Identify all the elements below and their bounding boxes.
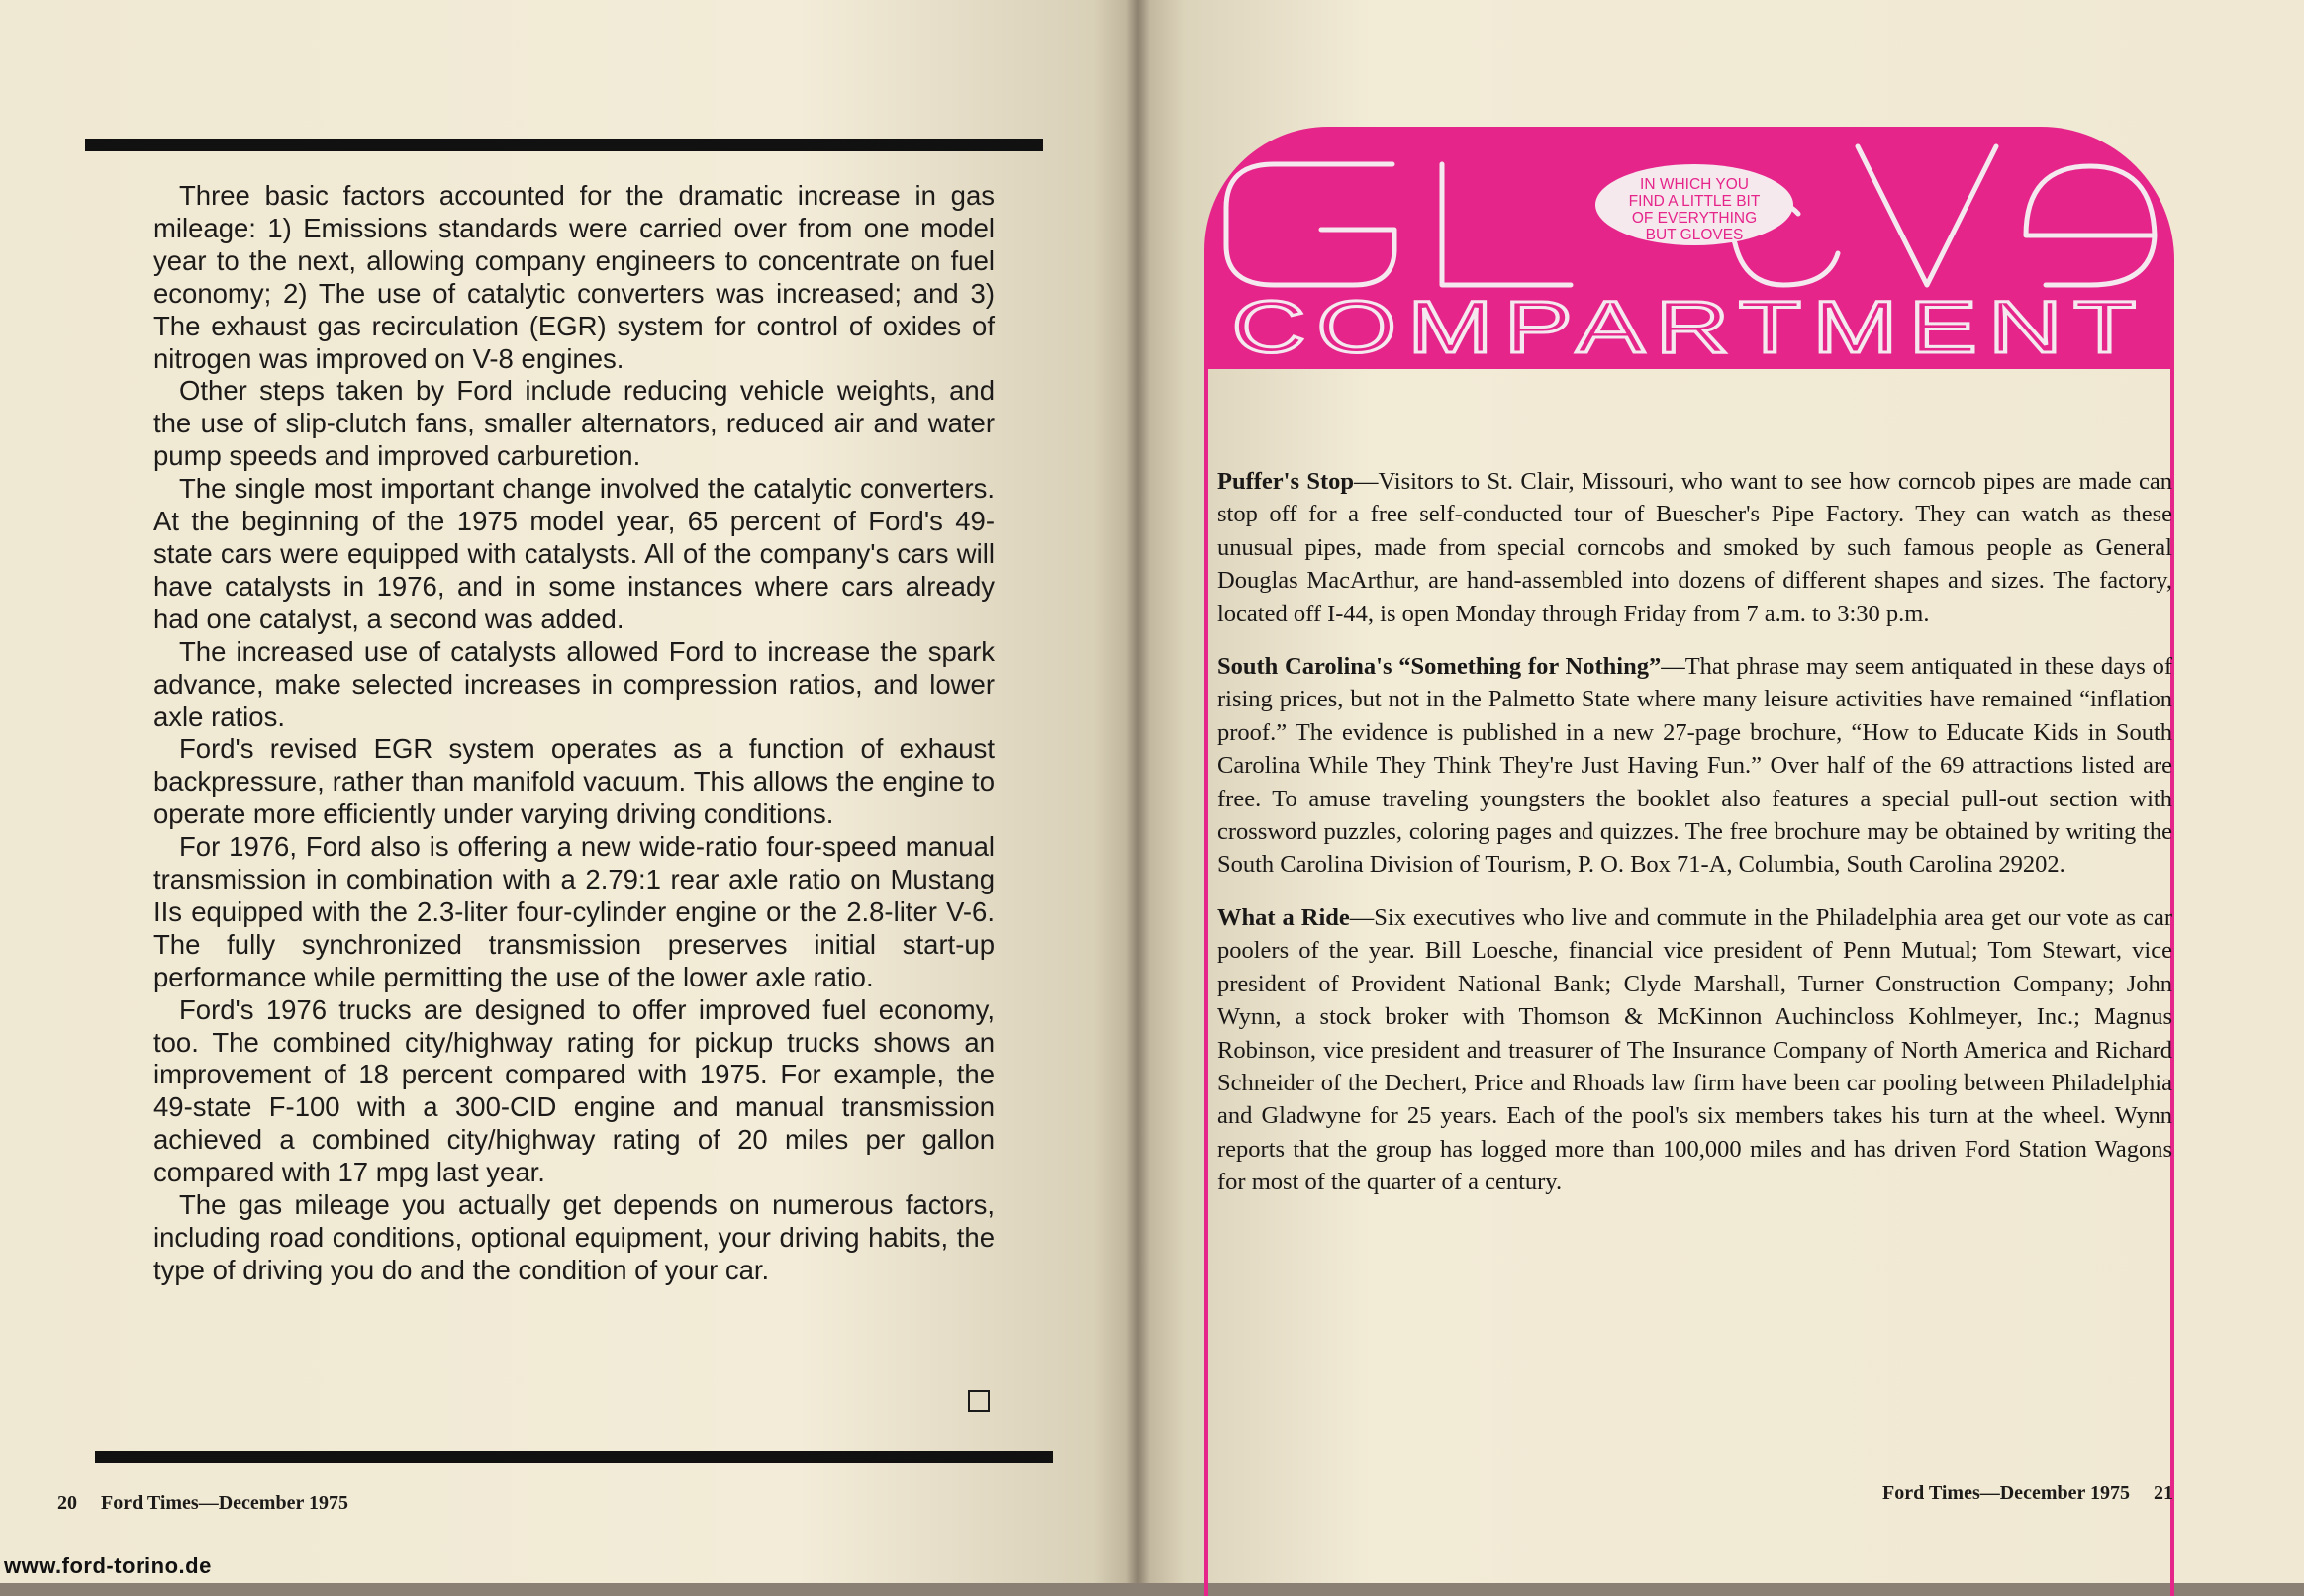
end-mark-icon bbox=[968, 1390, 990, 1412]
bubble-line: OF EVERYTHING bbox=[1631, 210, 1758, 227]
banner-subtitle: COMPARTMENT bbox=[1231, 286, 2148, 368]
article-paragraph: Three basic factors accounted for the dramatic increase in gas mileage: 1) Emissions standards were carried over from one model year to the next, allowing company engineers to concentrate on fuel economy; 2) The use of catalytic converters was increased; and 3) The exhaust gas recirculation (EGR) system for control of oxides of nitrogen was improved on V-8 engines. bbox=[153, 180, 995, 374]
bubble-text bbox=[1595, 176, 1793, 243]
bubble-line: IN WHICH YOU bbox=[1640, 176, 1749, 193]
column-items bbox=[1217, 465, 2172, 1219]
article-paragraph: The single most important change involved the catalytic converters. At the beginning of the 1975 model year, 65 percent of Ford's 49-state cars were equipped with catalysts. All of the company's cars will have catalysts in 1976, and in some instances where cars already had one catalyst, a second was added. bbox=[153, 473, 995, 634]
article-paragraph: Other steps taken by Ford include reducing vehicle weights, and the use of slip-clutch fans, smaller alternators, reduced air and water pump speeds and improved carburetion. bbox=[153, 375, 995, 472]
column-item bbox=[1217, 650, 2172, 882]
bottom-rule bbox=[95, 1451, 1053, 1463]
article-paragraph: Ford's 1976 trucks are designed to offer improved fuel economy, too. The combined city/highway rating for pickup trucks shows an improvement of 18 percent compared with 1975. For example, the 49-state F-100 with a 300-CID engine and manual transmission achieved a combined city/highway rating of 20 miles per gallon compared with 17 mpg last year. bbox=[153, 993, 995, 1188]
article-paragraph: For 1976, Ford also is offering a new wide-ratio four-speed manual transmission in combination with a 2.79:1 rear axle ratio on Mustang IIs equipped with the 2.3-liter four-cylinder engine or the 2.8-liter V-6. The fully synchronized transmission preserves initial start-up performance while permitting the use of the lower axle ratio. bbox=[153, 831, 995, 992]
column-item bbox=[1217, 901, 2172, 1199]
watermark: www.ford-torino.de bbox=[4, 1553, 212, 1578]
item-heading: What a Ride bbox=[1217, 903, 1350, 931]
article-paragraph: The increased use of catalysts allowed Ford to increase the spark advance, make selected increases in compression ratios, and lower axle ratios. bbox=[153, 635, 995, 732]
item-heading: South Carolina's “Something for Nothing” bbox=[1217, 653, 1662, 681]
folio-title: Ford Times—December 1975 bbox=[1882, 1482, 2130, 1504]
article-body bbox=[153, 180, 995, 1287]
item-body: —That phrase may seem antiquated in these days of rising prices, but not in the Palmetto State where many leisure activities have remained “inflation proof.” The evidence is published in a new 27-page brochure, “How to Educate Kids in South Carolina While They Think They're Just Having Fun.” Over half of the 69 attractions listed are free. To amuse traveling youngsters the booklet also features a special pull-out section with crossword puzzles, coloring pages and quizzes. The free brochure may be obtained by writing the South Carolina Division of Tourism, P. O. Box 71-A, Columbia, South Carolina 29202. bbox=[1217, 653, 2172, 879]
bubble-line: BUT GLOVES bbox=[1645, 227, 1744, 243]
left-page bbox=[0, 0, 1138, 1583]
glove-compartment-banner bbox=[1204, 127, 2174, 369]
page-gutter bbox=[1126, 0, 1150, 1583]
item-body: —Six executives who live and commute in the Philadelphia area get our vote as car poolers of the year. Bill Loesche, financial vice president of Penn Mutual; Tom Stewart, vice president of Provident National Bank; Clyde Marshall, Turner Construction Company; John Wynn, a stock broker with Thomson & McKinnon Auchincloss Kohlmeyer, Inc.; Magnus Robinson, vice president and treasurer of The Insurance Company of North America and Richard Schneider of the Dechert, Price and Rhoads law firm have been car pooling between Philadelphia and Gladwyne for 25 years. Each of the pool's six members takes his turn at the wheel. Wynn reports that the group has logged more than 100,000 miles and has driven Ford Station Wagons for most of the quarter of a century. bbox=[1217, 903, 2172, 1196]
letter-e bbox=[2026, 166, 2155, 285]
page-number: 21 bbox=[2154, 1482, 2173, 1504]
bubble-line: FIND A LITTLE BIT bbox=[1628, 193, 1761, 210]
folio-left bbox=[57, 1492, 348, 1515]
column-item bbox=[1217, 465, 2172, 630]
article-paragraph: The gas mileage you actually get depends on numerous factors, including road conditions, optional equipment, your driving habits, the type of driving you do and the condition of your car. bbox=[153, 1189, 995, 1285]
top-rule bbox=[85, 139, 1043, 151]
item-heading: Puffer's Stop bbox=[1217, 468, 1355, 495]
letter-l bbox=[1442, 164, 1571, 285]
letter-v bbox=[1858, 146, 1996, 285]
banner-lettering bbox=[1204, 127, 2174, 369]
folio-title: Ford Times—December 1975 bbox=[101, 1492, 348, 1514]
letter-g bbox=[1226, 164, 1394, 285]
page-number: 20 bbox=[57, 1492, 77, 1514]
article-paragraph: Ford's revised EGR system operates as a function of exhaust backpressure, rather than manifold vacuum. This allows the engine to operate more efficiently under varying driving conditions. bbox=[153, 733, 995, 830]
folio-right bbox=[1882, 1482, 2173, 1505]
item-body: —Visitors to St. Clair, Missouri, who want to see how corncob pipes are made can stop off for a free self-conducted tour of Buescher's Pipe Factory. They can watch as these unusual pipes, made from special corncobs and smoked by such famous people as General Douglas MacArthur, are hand-assembled into dozens of different shapes and sizes. The factory, located off I-44, is open Monday through Friday from 7 a.m. to 3:30 p.m. bbox=[1217, 468, 2172, 627]
